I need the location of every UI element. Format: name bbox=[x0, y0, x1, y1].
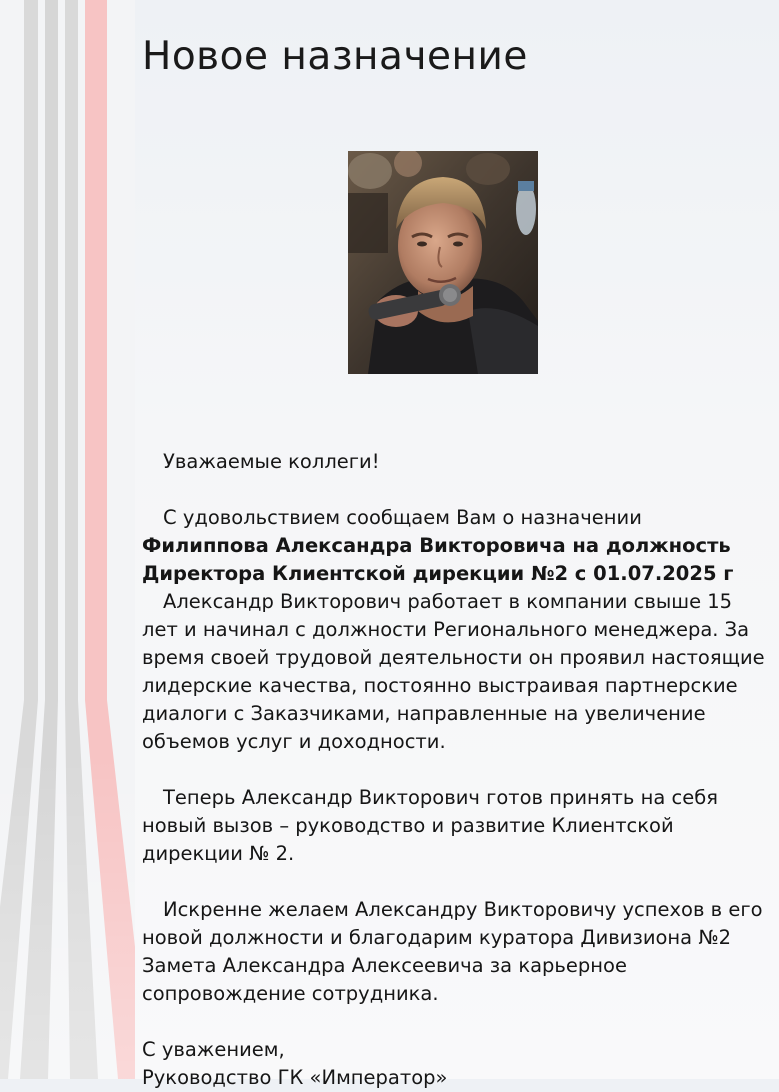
portrait-photo bbox=[348, 151, 538, 374]
appointee-name-position: Филиппова Александра Викторовича на должность Директора Клиентской дирекции №2 с 01.07.2025 г bbox=[142, 534, 734, 585]
announcement-paragraph bbox=[142, 504, 774, 588]
greeting: Уважаемые коллеги! bbox=[163, 450, 380, 473]
challenge-paragraph: Теперь Александр Викторович готов принять на себя новый вызов – руководство и развитие Клиентской дирекции № 2. bbox=[142, 786, 718, 865]
paragraph-gap bbox=[142, 476, 774, 504]
wishes-paragraph: Искренне желаем Александру Викторовичу успехов в его новой должности и благодарим куратора Дивизиона №2 Замета Александра Алексеевича за карьерное сопровождение сотрудника. bbox=[142, 898, 763, 1005]
paragraph-gap bbox=[142, 1008, 774, 1036]
announcement-body bbox=[142, 448, 774, 1092]
signature: Руководство ГК «Император» bbox=[142, 1066, 448, 1089]
bio-paragraph: Александр Викторович работает в компании свыше 15 лет и начинал с должности Регионального менеджера. За время своей трудовой деятельности он проявил настоящие лидерские качества, постоянно выстраивая партнерские диалоги с Заказчиками, направленные на увеличение объемов услуг и доходности. bbox=[142, 590, 765, 753]
page-title: Новое назначение bbox=[142, 34, 528, 79]
decorative-stripes bbox=[0, 0, 135, 1079]
paragraph-gap bbox=[142, 756, 774, 784]
closing: С уважением, bbox=[142, 1038, 285, 1061]
announcement-lead: С удовольствием сообщаем Вам о назначении bbox=[163, 506, 642, 529]
paragraph-gap bbox=[142, 868, 774, 896]
